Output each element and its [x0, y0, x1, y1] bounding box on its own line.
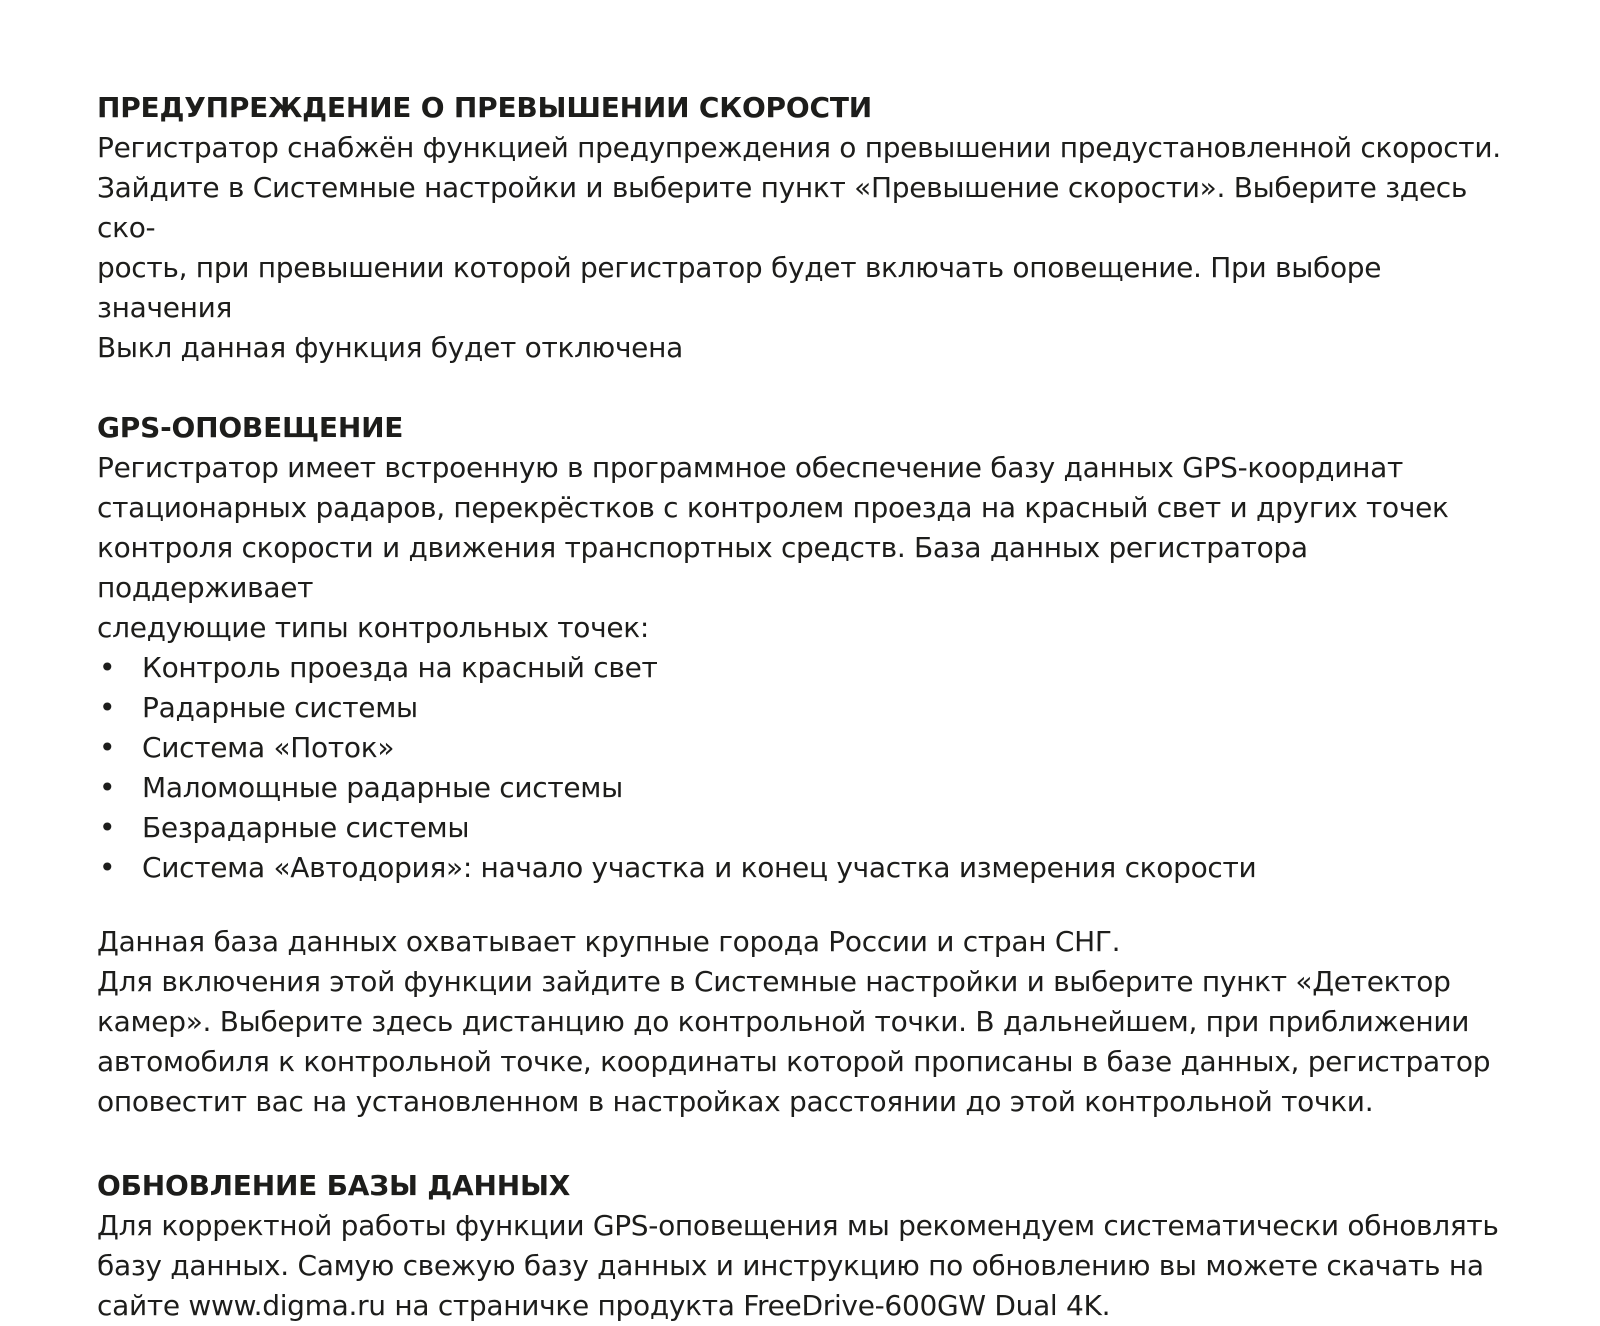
speed-warning-paragraph: [97, 128, 1517, 368]
gps-alert-details: [97, 922, 1517, 1122]
list-item: [97, 648, 1517, 688]
website-link[interactable]: www.digma.ru: [188, 1289, 386, 1322]
control-point-types-list: [97, 648, 1517, 888]
list-item-text: Система «Автодория»: начало участка и конец участка измерения скорости: [142, 851, 1257, 884]
text-line: следующие типы контрольных точек:: [97, 611, 650, 644]
text-fragment: сайте: [97, 1289, 189, 1322]
text-line: Регистратор снабжён функцией предупреждения о превышении предустановленной скорости.: [97, 131, 1501, 164]
list-item: [97, 768, 1517, 808]
text-line: Данная база данных охватывает крупные города России и стран СНГ.: [97, 925, 1121, 958]
section-title-speed-warning: ПРЕДУПРЕЖДЕНИЕ О ПРЕВЫШЕНИИ СКОРОСТИ: [97, 91, 872, 124]
bullet-icon: •: [99, 651, 116, 684]
section-title-db-update: ОБНОВЛЕНИЕ БАЗЫ ДАННЫХ: [97, 1169, 571, 1202]
list-item-text: Безрадарные системы: [142, 811, 470, 844]
text-line: Для корректной работы функции GPS-оповещения мы рекомендуем систематически обновлять: [97, 1209, 1499, 1242]
text-line: автомобиля к контрольной точке, координаты которой прописаны в базе данных, регистратор: [97, 1045, 1491, 1078]
bullet-icon: •: [99, 731, 116, 764]
gps-alert-intro: [97, 448, 1517, 648]
text-line: Выкл данная функция будет отключена: [97, 331, 683, 364]
text-line: базу данных. Самую свежую базу данных и инструкцию по обновлению вы можете скачать на: [97, 1249, 1484, 1282]
manual-page: [97, 88, 1517, 1326]
text-line: Для включения этой функции зайдите в Системные настройки и выберите пункт «Детектор: [97, 965, 1451, 998]
list-item: [97, 848, 1517, 888]
list-item: [97, 728, 1517, 768]
bullet-icon: •: [99, 851, 116, 884]
list-item-text: Радарные системы: [142, 691, 418, 724]
text-fragment: на страничке продукта FreeDrive-600GW Dual 4K.: [385, 1289, 1111, 1322]
text-line: камер». Выберите здесь дистанцию до контрольной точки. В дальнейшем, при приближении: [97, 1005, 1470, 1038]
bullet-icon: •: [99, 811, 116, 844]
text-line: оповестит вас на установленном в настройках расстоянии до этой контрольной точки.: [97, 1085, 1374, 1118]
list-item-text: Контроль проезда на красный свет: [142, 651, 658, 684]
text-line-with-link: [97, 1286, 1517, 1326]
list-item-text: Маломощные радарные системы: [142, 771, 623, 804]
text-line: стационарных радаров, перекрёстков с контролем проезда на красный свет и других точек: [97, 491, 1449, 524]
bullet-icon: •: [99, 771, 116, 804]
text-line: контроля скорости и движения транспортных средств. База данных регистратора поддерживает: [97, 531, 1308, 604]
list-item-text: Система «Поток»: [142, 731, 395, 764]
text-line: рость, при превышении которой регистратор будет включать оповещение. При выборе значения: [97, 251, 1382, 324]
db-update-paragraph: [97, 1206, 1517, 1326]
list-item: [97, 688, 1517, 728]
bullet-icon: •: [99, 691, 116, 724]
section-title-gps-alert: GPS-ОПОВЕЩЕНИЕ: [97, 411, 404, 444]
text-line: Зайдите в Системные настройки и выберите пункт «Превышение скорости». Выберите здесь ско-: [97, 171, 1468, 244]
list-item: [97, 808, 1517, 848]
text-line: Регистратор имеет встроенную в программное обеспечение базу данных GPS-координат: [97, 451, 1404, 484]
